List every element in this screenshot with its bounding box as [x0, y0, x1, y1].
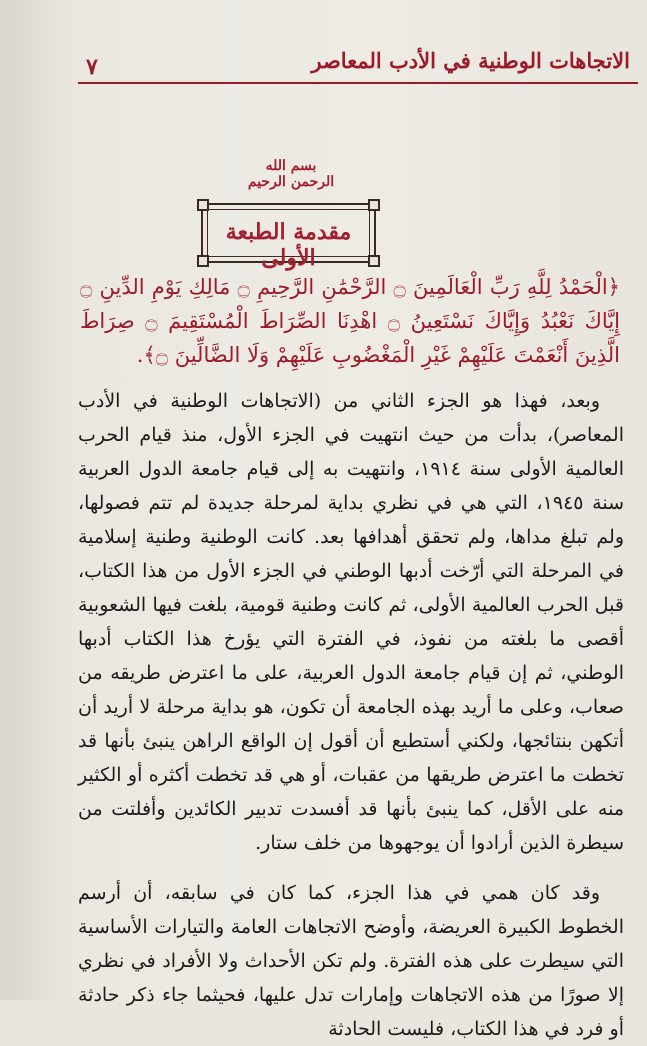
- section-title: مقدمة الطبعة الأولى: [225, 219, 352, 271]
- paragraph: وقد كان همي في هذا الجزء، كما كان في سابقه، أن أرسم الخطوط الكبيرة العريضة، وأوضح الاتجاهات العامة والتيارات الأساسية التي سيطرت على هذه الفترة. ولم تكن الأحداث ولا الأفراد في نظري إلا صورًا من هذه الاتجاهات وإمارات تدل عليها، فحيثما جاء ذكر حادثة أو فرد في هذا الكتاب، فليست الحادثة: [78, 882, 624, 1040]
- frame-corner-ornament: [368, 199, 380, 211]
- header-rule: [78, 82, 638, 84]
- section-title-frame: [201, 203, 376, 271]
- running-header: [78, 46, 638, 86]
- body-text: [78, 384, 624, 1046]
- page-number: ٧: [86, 54, 98, 80]
- frame-corner-ornament: [197, 199, 209, 211]
- paragraph: وبعد، فهذا هو الجزء الثاني من (الاتجاهات الوطنية في الأدب المعاصر)، بدأت من حيث انتهيت في الجزء الأول، منذ قيام الحرب العالمية الأولى سنة ١٩١٤، وانتهيت به إلى قيام جامعة الدول العربية سنة ١٩٤٥، التي هي في نظري بداية لمرحلة جديدة لم تتم فصولها، ولم تبلغ مداها، ولم تحقق أهدافها بعد. كانت الوطنية وطنية إسلامية في المرحلة التي أرّخت أدبها الوطني في الجزء الأول من هذا الكتاب، قبل الحرب العالمية الأولى، ثم كانت وطنية قومية، بلغت فيها الشعوبية أقصى ما بلغته من نفوذ، في الفترة التي يؤرخ هذا الكتاب أدبها الوطني، ثم إن قيام جامعة الدول العربية، على ما اعترض طريقه من صعاب، وعلى ما أريد بهذه الجامعة أن تكون، هو بداية مرحلة لا أريد أن أتكهن بنتائجها، ولكني أستطيع أن أقول إن الواقع الراهن ينبئ بأنها قد تخطت ما اعترض طريقها من عقبات، أو هي قد تخطت أكثره أو الكثير منه على الأقل، كما ينبئ بأنها قد أفسدت تدبير الكائدين وأفلتت من سيطرة الذين أرادوا أن يوجهوها من خلف ستار.: [78, 390, 624, 854]
- basmala-calligraphy: بسم الله الرحمن الرحيم: [247, 158, 335, 190]
- quran-verse-block: ﴿الْحَمْدُ لِلَّهِ رَبِّ الْعَالَمِينَ ۝ الرَّحْمَٰنِ الرَّحِيمِ ۝ مَالِكِ يَوْمِ الدِّينِ ۝ إِيَّاكَ نَعْبُدُ وَإِيَّاكَ نَسْتَعِينُ ۝ اهْدِنَا الصِّرَاطَ الْمُسْتَقِيمَ ۝ صِرَاطَ الَّذِينَ أَنْعَمْتَ عَلَيْهِمْ غَيْرِ الْمَغْضُوبِ عَلَيْهِمْ وَلَا الضَّالِّينَ ۝﴾.: [80, 275, 620, 367]
- header-title: الاتجاهات الوطنية في الأدب المعاصر: [311, 48, 630, 73]
